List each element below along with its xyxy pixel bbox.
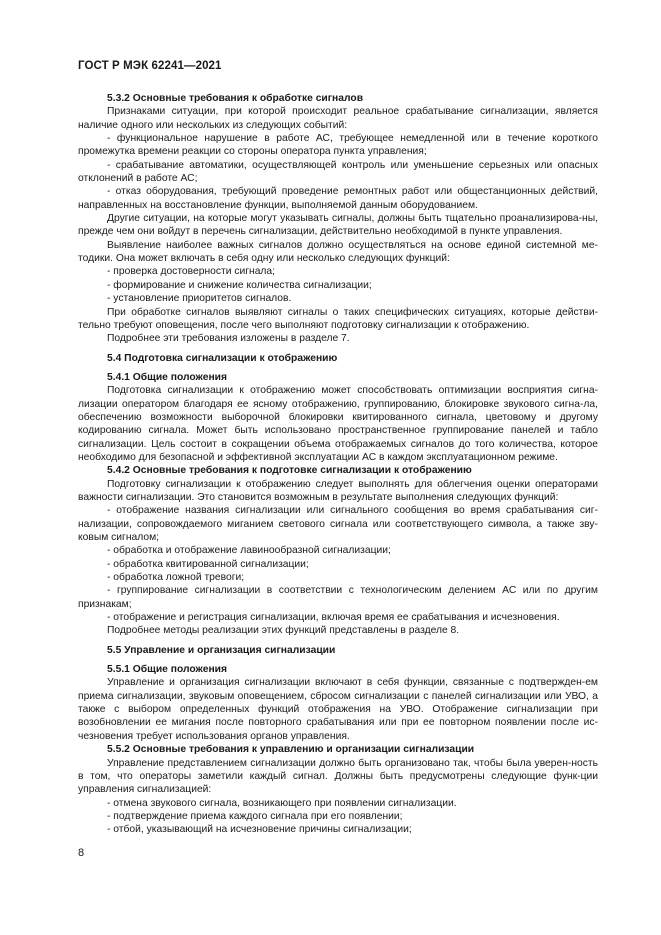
section-heading: 5.3.2 Основные требования к обработке сигналов <box>107 93 364 104</box>
paragraph: Управление представлением сигнализации должно быть организовано так, чтобы была уверен-ность в том, что операторы заметили каждый сигнал. Должны быть предусмотрены следующие функ-ции управления сигнализацией: <box>78 757 598 796</box>
paragraph: Управление и организация сигнализации включают в себя функции, связанные с подтвержден-ем приема сигнализации, звуковым оповещением, сбросом сигнализации с панелей сигнализации или УВО, а также с выбором определенных функций отображения на УВО. Отображение сигнализации при возобновлении ее мигания после повторного срабатывания или при ее повторном появлении после ис-чезновения требует использования органов управления. <box>78 677 598 742</box>
section-heading: 5.4.1 Общие положения <box>107 371 227 383</box>
section-heading: 5.5.1 Общие положения <box>107 664 227 676</box>
page-number: 8 <box>78 847 85 859</box>
list-item: - установление приоритетов сигналов. <box>107 293 292 305</box>
list-item: - обработка квитированной сигнализации; <box>107 558 309 570</box>
list-item: - отображение названия сигнализации или сигнального сообщения во время срабатывания сиг-нализации, сопровождаемого миганием светового сигнала или соответствующего символа, а также зву-ковым сигналом; <box>78 505 598 543</box>
list-item: - срабатывание автоматики, осуществляющей контроль или уменьшение серьезных или опасных отклонений в работе АС; <box>78 159 598 185</box>
paragraph: Другие ситуации, на которые могут указывать сигналы, должны быть тщательно проанализирова-ны, прежде чем они войдут в перечень сигнализации, действительно необходимой в пункте управления. <box>78 213 598 238</box>
list-item: - формирование и снижение количества сигнализации; <box>107 279 372 291</box>
list-item: - функциональное нарушение в работе АС, требующее немедленной или в течение короткого промежутка времени реакции со стороны оператора пункта управления; <box>78 133 598 158</box>
section-heading: 5.5 Управление и организация сигнализации <box>107 644 336 656</box>
paragraph: Выявление наиболее важных сигналов должно осуществляться на основе единой системной ме-тодики. Она может включать в себя одну или несколько следующих функций: <box>78 239 598 265</box>
list-item: - отображение и регистрация сигнализации, включая время ее срабатывания и исчезновения. <box>107 612 560 624</box>
section-heading: 5.5.2 Основные требования к управлению и организации сигнализации <box>107 744 475 756</box>
list-item: - обработка и отображение лавинообразной сигнализации; <box>107 545 391 557</box>
section-heading: 5.4.2 Основные требования к подготовке сигнализации к отображению <box>107 465 472 477</box>
paragraph: Подготовку сигнализации к отображению следует выполнять для облегчения оценки операторами важности сигнализации. Это становится возможным в результате выполнения следующих функций: <box>78 478 598 503</box>
paragraph: При обработке сигналов выявляют сигналы о таких специфических ситуациях, которые действи-тельно требуют оповещения, после чего выполняют подготовку сигнализации к отображению. <box>78 306 598 331</box>
list-item: - проверка достоверности сигнала; <box>107 266 276 278</box>
list-item: - подтверждение приема каждого сигнала при его появлении; <box>107 810 403 822</box>
list-item: - отбой, указывающий на исчезновение причины сигнализации; <box>107 824 412 836</box>
list-item: - отказ оборудования, требующий проведение ремонтных работ или общестанционных действий, направленных на восстановление функции, выполняемой данным оборудованием. <box>78 186 598 211</box>
document-header: ГОСТ Р МЭК 62241—2021 <box>78 60 222 72</box>
list-item: - отмена звукового сигнала, возникающего при появлении сигнализации. <box>107 797 457 809</box>
paragraph: Признаками ситуации, при которой происходит реальное срабатывание сигнализации, является наличие одного или нескольких из следующих событий: <box>78 106 598 131</box>
list-item: - группирование сигнализации в соответствии с технологическим делением АС или по другим признакам; <box>78 585 598 610</box>
paragraph: Подробнее методы реализации этих функций представлены в разделе 8. <box>107 625 460 637</box>
list-item: - обработка ложной тревоги; <box>107 572 245 584</box>
document-body <box>78 92 598 837</box>
section-heading: 5.4 Подготовка сигнализации к отображению <box>107 352 338 364</box>
paragraph: Подробнее эти требования изложены в разделе 7. <box>107 333 350 345</box>
paragraph: Подготовка сигнализации к отображению может способствовать оптимизации восприятия сигна-лизации оператором благодаря ее ясному отображению, группированию, блокировке звукового сигна-ла, обеспечению возможности выборочной блокировки квитированного сигнала, цветовому и другому кодированию сигнала. Может быть использовано пространственное группирование панелей и табло сигнализации. Цель состоит в сокращении объема отображаемых сигналов до того количества, которое необходимо для безопасной и эффективной эксплуатации АС в каждом эксплуатационном режиме. <box>78 385 598 463</box>
